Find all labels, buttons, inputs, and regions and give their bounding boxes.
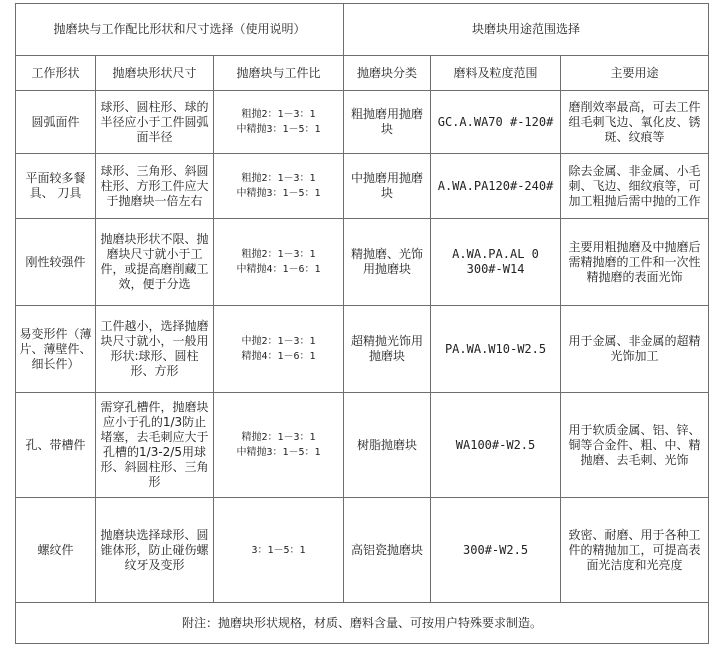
footnote-row bbox=[16, 603, 709, 644]
shape-cell: 刚性较强件 bbox=[16, 219, 96, 306]
ratio-line-2: 中精抛3：1－5：1 bbox=[236, 124, 321, 135]
ratio-line-1: 粗抛2：1－3：1 bbox=[241, 173, 316, 184]
block-cell: 工件越小，选择抛磨块尺寸就小，一般用形状:球形、圆柱形、方形 bbox=[96, 306, 214, 393]
abrasive-cell: 300#-W2.5 bbox=[431, 498, 561, 603]
ratio-line-1: 3：1－5：1 bbox=[251, 544, 306, 556]
ratio-line-2: 中精抛3：1－5：1 bbox=[236, 447, 321, 458]
ratio-line-1: 精抛2：1－3：1 bbox=[241, 432, 316, 443]
shape-cell: 螺纹件 bbox=[16, 498, 96, 603]
table-row bbox=[16, 498, 709, 603]
col-header-usage: 主要用途 bbox=[561, 56, 709, 91]
table-row bbox=[16, 91, 709, 154]
ratio-line-1: 粗抛2：1－3：1 bbox=[241, 109, 316, 120]
col-header-abrasive: 磨料及粒度范围 bbox=[431, 56, 561, 91]
block-cell: 球形、圆柱形、球的半径应小于工件圆弧面半径 bbox=[96, 91, 214, 154]
abrasive-cell: A.WA.PA.AL 0 300#-W14 bbox=[431, 219, 561, 306]
abrasive-cell: A.WA.PA120#-240# bbox=[431, 154, 561, 219]
usage-cell: 用于软质金属、铝、锌、铜等合金件、粗、中、精抛磨、去毛刺、光饰 bbox=[561, 393, 709, 498]
table-row bbox=[16, 219, 709, 306]
footnote: 附注：抛磨块形状规格，材质、磨料含量、可按用户特殊要求制造。 bbox=[16, 603, 709, 644]
usage-cell: 致密、耐磨、用于各种工件的精抛加工，可提高表面光洁度和光亮度 bbox=[561, 498, 709, 603]
ratio-cell bbox=[214, 219, 344, 306]
ratio-line-1: 粗抛2：1－3：1 bbox=[241, 249, 316, 260]
ratio-line-2: 中精抛3：1－5：1 bbox=[236, 188, 321, 199]
ratio-line-2: 中精抛4：1－6：1 bbox=[236, 264, 321, 275]
col-header-category: 抛磨块分类 bbox=[344, 56, 431, 91]
shape-cell: 平面较多餐具、 刀具 bbox=[16, 154, 96, 219]
usage-cell: 磨削效率最高，可去工件组毛刺飞边、氧化皮、锈斑、纹痕等 bbox=[561, 91, 709, 154]
table-row bbox=[16, 393, 709, 498]
ratio-cell bbox=[214, 393, 344, 498]
category-cell: 树脂抛磨块 bbox=[344, 393, 431, 498]
block-cell: 抛磨块形状不限、抛磨块尺寸就小于工件，或提高磨削藏工效，便于分选 bbox=[96, 219, 214, 306]
ratio-cell bbox=[214, 154, 344, 219]
col-header-block: 抛磨块形状尺寸 bbox=[96, 56, 214, 91]
column-header-row bbox=[16, 56, 709, 91]
col-header-shape: 工作形状 bbox=[16, 56, 96, 91]
col-header-ratio: 抛磨块与工件比 bbox=[214, 56, 344, 91]
abrasive-cell: GC.A.WA70 #-120# bbox=[431, 91, 561, 154]
usage-cell: 除去金属、非金属、小毛刺、飞边、细纹痕等，可加工粗抛后需中抛的工作 bbox=[561, 154, 709, 219]
shape-cell: 孔、带槽件 bbox=[16, 393, 96, 498]
table-row bbox=[16, 154, 709, 219]
usage-cell: 用于金属、非金属的超精光饰加工 bbox=[561, 306, 709, 393]
table-row bbox=[16, 306, 709, 393]
ratio-cell bbox=[214, 498, 344, 603]
shape-cell: 易变形件（薄片、薄壁件、细长件） bbox=[16, 306, 96, 393]
title-row bbox=[16, 4, 709, 56]
category-cell: 精抛磨、光饰用抛磨块 bbox=[344, 219, 431, 306]
usage-cell: 主要用粗抛磨及中抛磨后需精抛磨的工件和一次性精抛磨的表面光饰 bbox=[561, 219, 709, 306]
ratio-line-2: 精抛4：1－6：1 bbox=[241, 351, 316, 362]
category-cell: 粗抛磨用抛磨块 bbox=[344, 91, 431, 154]
ratio-cell bbox=[214, 91, 344, 154]
category-cell: 中抛磨用抛磨块 bbox=[344, 154, 431, 219]
left-section-title: 抛磨块与工作配比形状和尺寸选择（使用说明） bbox=[16, 4, 344, 56]
category-cell: 高铝瓷抛磨块 bbox=[344, 498, 431, 603]
shape-cell: 圆弧面件 bbox=[16, 91, 96, 154]
abrasive-cell: WA100#-W2.5 bbox=[431, 393, 561, 498]
ratio-line-1: 中抛2：1－3：1 bbox=[241, 336, 316, 347]
abrasive-cell: PA.WA.W10-W2.5 bbox=[431, 306, 561, 393]
category-cell: 超精抛光饰用抛磨块 bbox=[344, 306, 431, 393]
block-cell: 抛磨块选择球形、圆锥体形，防止碰伤螺纹牙及变形 bbox=[96, 498, 214, 603]
right-section-title: 块磨块用途范围选择 bbox=[344, 4, 709, 56]
ratio-cell bbox=[214, 306, 344, 393]
block-cell: 需穿孔槽件，抛磨块应小于孔的1/3防止堵塞，去毛刺应大于孔槽的1/3-2/5用球形、斜圆柱形、三角形 bbox=[96, 393, 214, 498]
spec-table bbox=[15, 3, 709, 644]
block-cell: 球形、三角形、斜圆柱形、方形工件应大于抛磨块一倍左右 bbox=[96, 154, 214, 219]
